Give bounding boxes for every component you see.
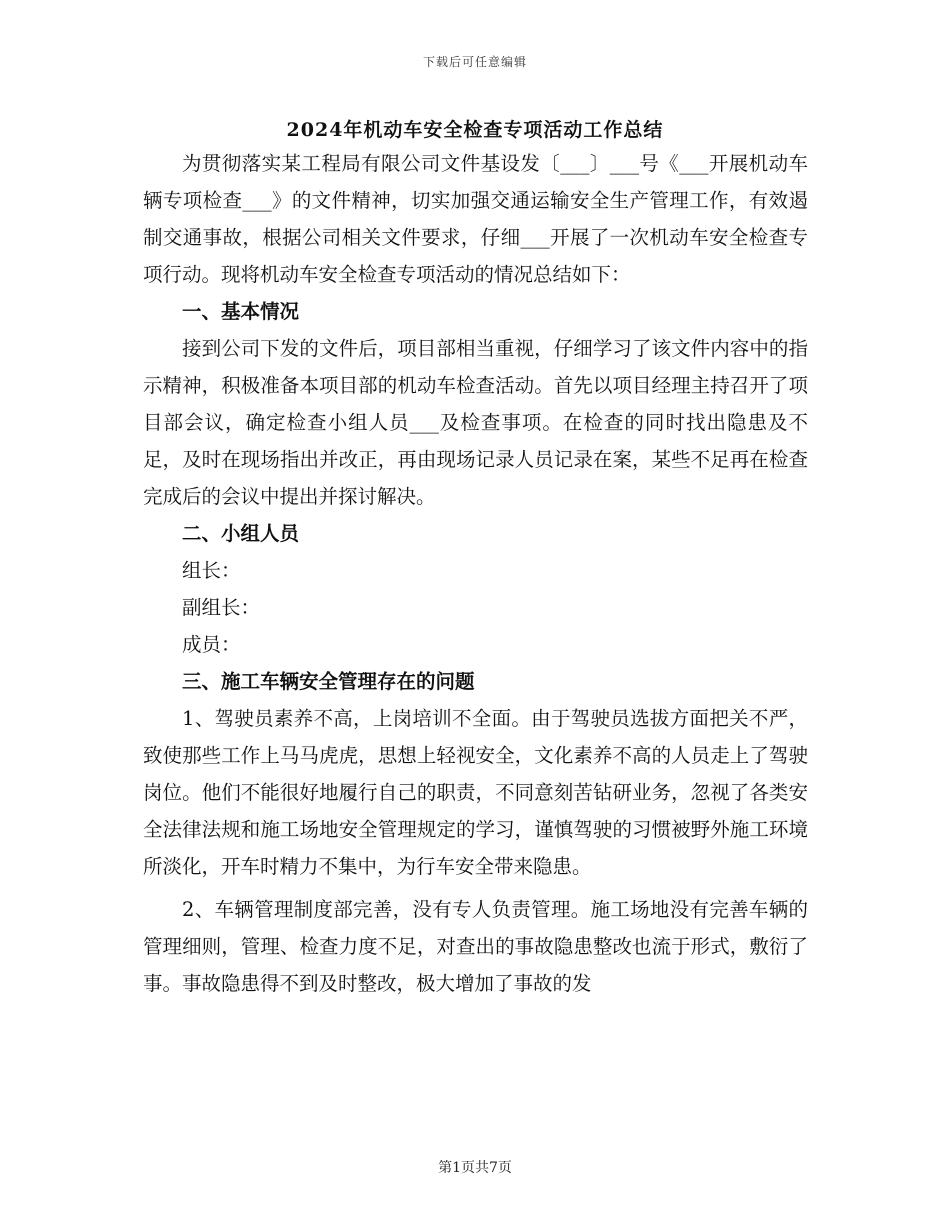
group-leader-line: 组长： <box>182 559 241 582</box>
section-heading-group-members: 二、小组人员 <box>182 522 300 545</box>
section-heading-basic-situation: 一、基本情况 <box>182 300 300 323</box>
basic-situation-paragraph: 接到公司下发的文件后，项目部相当重视，仔细学习了该文件内容中的指示精神，积极准备本项目部的机动车检查活动。首先以项目经理主持召开了项目部会议，确定检查小组人员___及检查事项。在检查的同时找出隐患及不足，及时在现场指出并改正，再由现场记录人员记录在案，某些不足再在检查完成后的会议中提出并探讨解决。 <box>143 337 808 508</box>
document-title: 2024年机动车安全检查专项活动工作总结 <box>286 119 664 141</box>
page-header-note: 下载后可任意编辑 <box>422 55 527 69</box>
section-heading-problems: 三、施工车辆安全管理存在的问题 <box>182 670 475 693</box>
members-line: 成员： <box>182 633 241 656</box>
problem-paragraph-2: 2、车辆管理制度部完善，没有专人负责管理。施工场地没有完善车辆的管理细则，管理、检查力度不足，对查出的事故隐患整改也流于形式，敷衍了事。事故隐患得不到及时整改，极大增加了事故的发 <box>143 898 808 995</box>
problem-paragraph-1: 1、驾驶员素养不高，上岗培训不全面。由于驾驶员选拔方面把关不严，致使那些工作上马马虎虎，思想上轻视安全，文化素养不高的人员走上了驾驶岗位。他们不能很好地履行自己的职责，不同意刻苦钻研业务，忽视了各类安全法律法规和施工场地安全管理规定的学习，谨慎驾驶的习惯被野外施工环境所淡化，开车时精力不集中，为行车安全带来隐患。 <box>143 707 808 878</box>
deputy-leader-line: 副组长： <box>182 596 261 619</box>
page-number: 第1页共7页 <box>438 1160 512 1176</box>
document-body <box>143 145 808 1002</box>
intro-paragraph: 为贯彻落实某工程局有限公司文件基设发〔___〕___号《___开展机动车辆专项检查___》的文件精神，切实加强交通运输安全生产管理工作，有效遏制交通事故，根据公司相关文件要求，仔细___开展了一次机动车安全检查专项行动。现将机动车安全检查专项活动的情况总结如下： <box>143 152 808 286</box>
